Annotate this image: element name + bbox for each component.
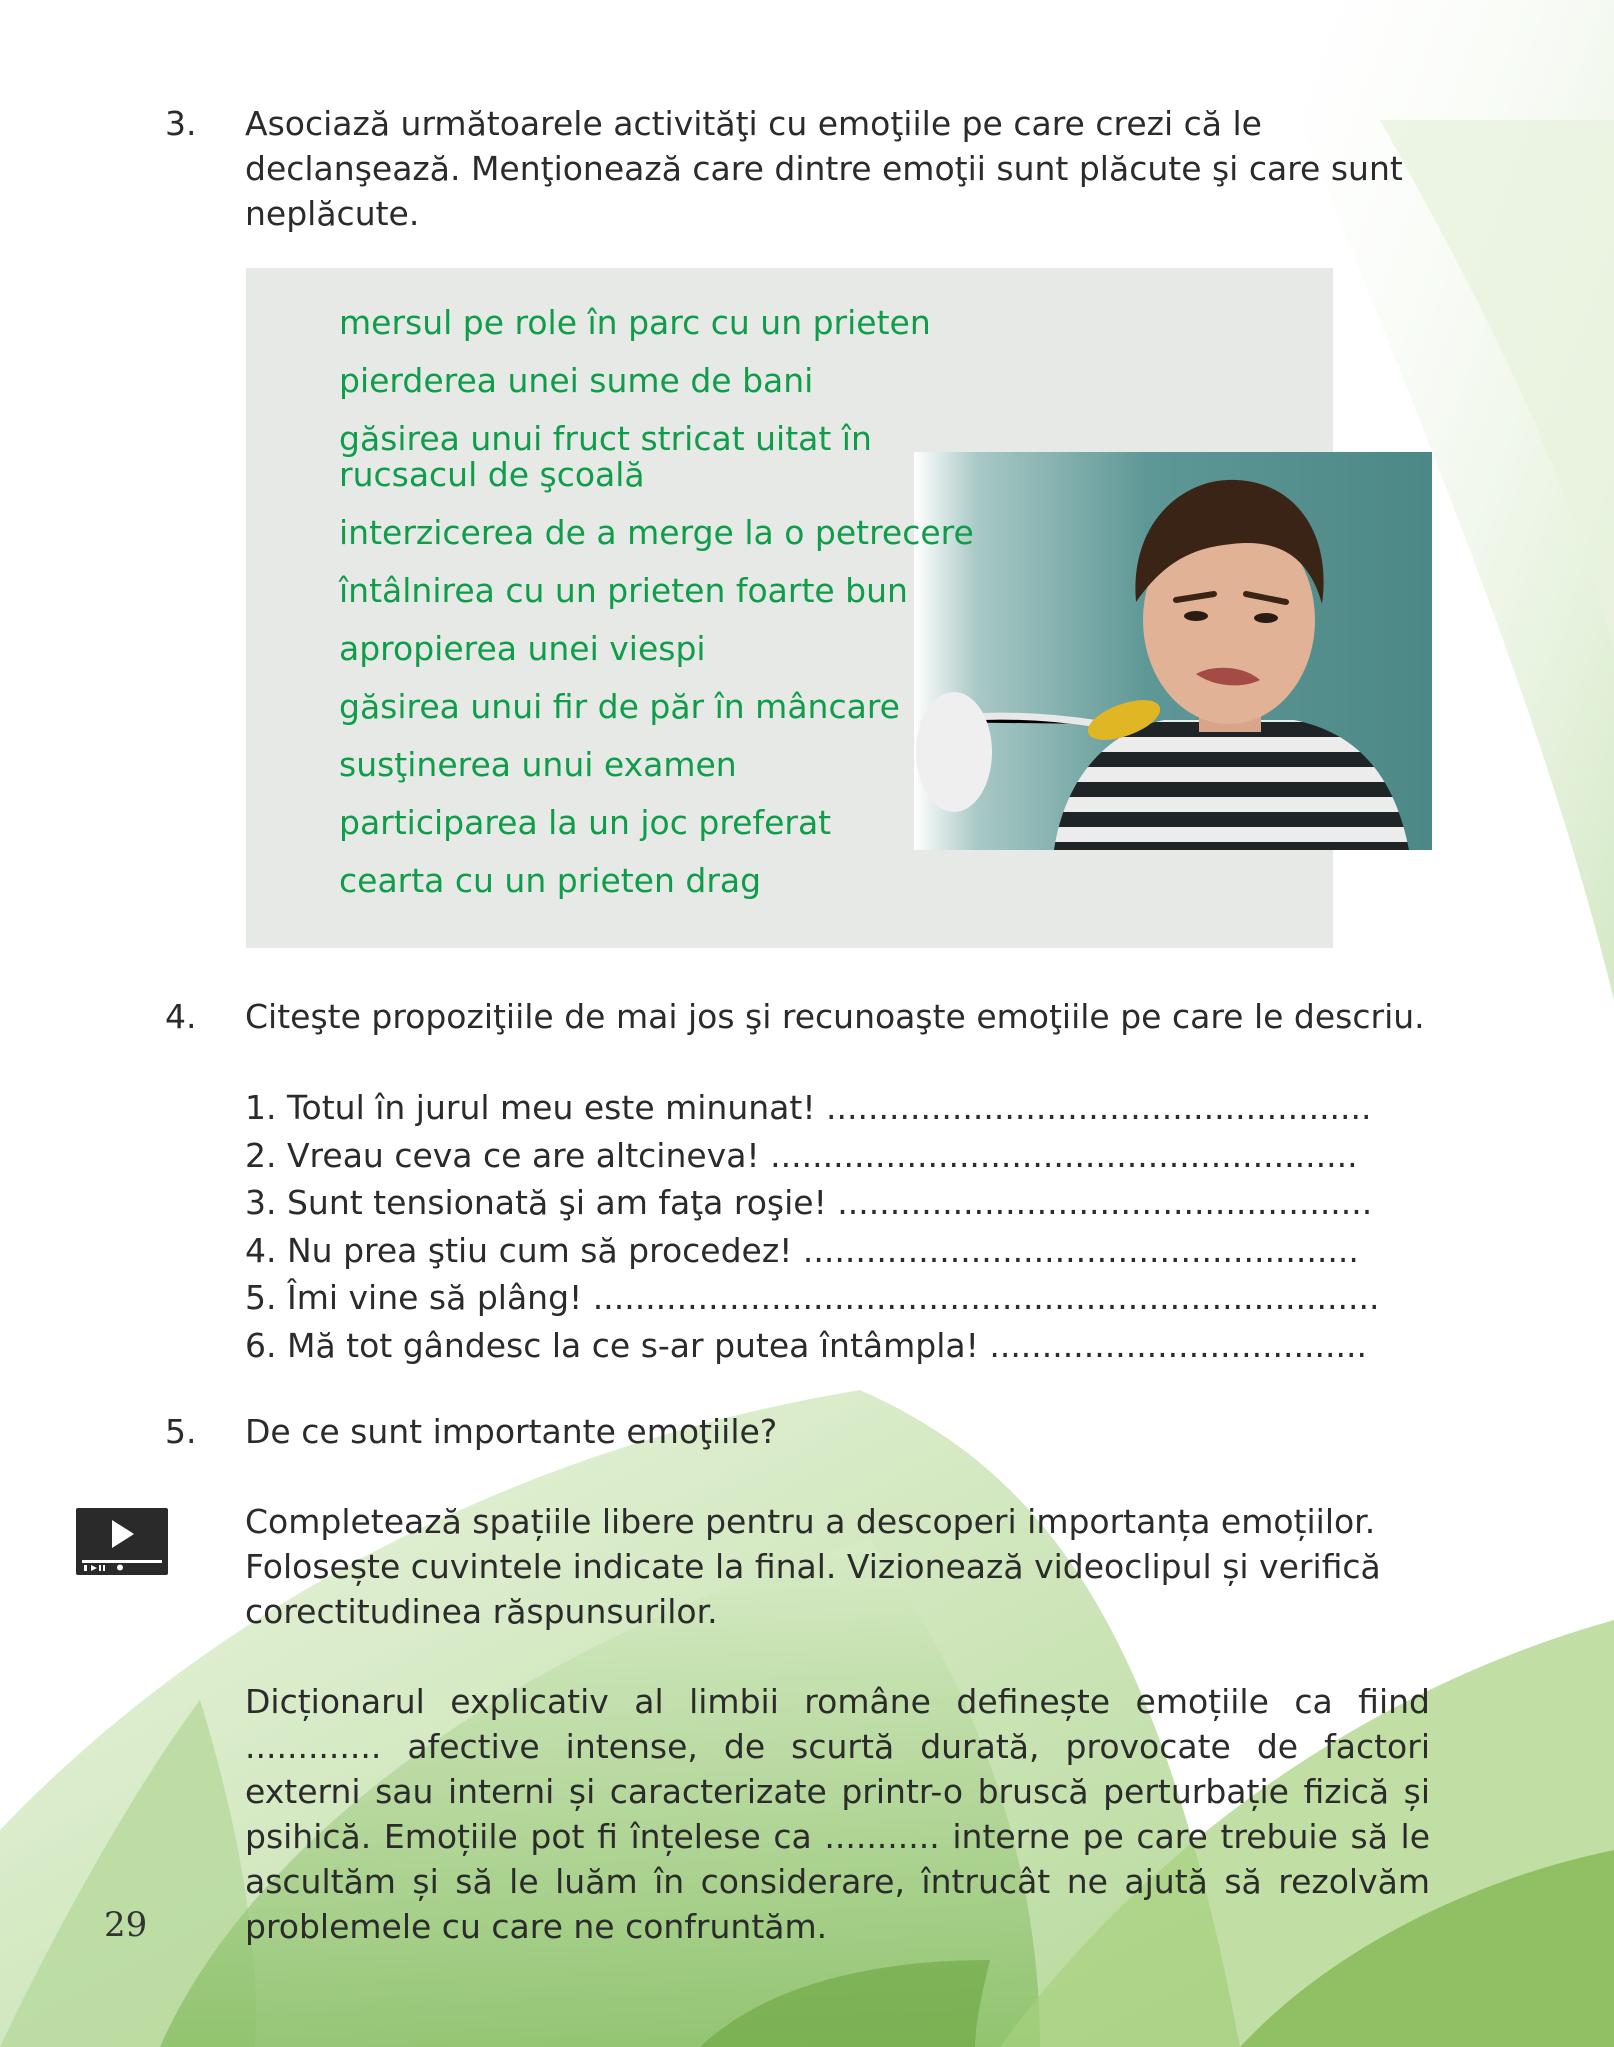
activity-item: pierderea unei sume de bani: [339, 361, 814, 400]
exercise-4-number: 4.: [165, 997, 197, 1036]
activity-item: apropierea unei viespi: [339, 629, 706, 668]
sentences-list: [245, 1084, 1445, 1369]
activities-list: [339, 305, 1039, 921]
exercise-5-question: De ce sunt importante emoţiile?: [245, 1412, 778, 1451]
activity-item: întâlnirea cu un prieten foarte bun: [339, 571, 908, 610]
exercise-5-instruction: Completează spațiile libere pentru a descoperi importanța emoțiilor. Folosește cuvintele indicate la final. Vizionează videoclipul și verifică corectitudinea răspunsurilor.: [245, 1502, 1381, 1631]
sentence-item: 5. Îmi vine să plâng! ...........................................................................: [245, 1278, 1380, 1317]
exercise-4-instruction: Citeşte propoziţiile de mai jos şi recunoaşte emoţiile pe care le descriu.: [245, 997, 1425, 1036]
activity-item: găsirea unui fir de păr în mâncare: [339, 687, 900, 726]
activity-item: cearta cu un prieten drag: [339, 861, 762, 900]
activity-item: susţinerea unui examen: [339, 745, 737, 784]
sentence-item: 3. Sunt tensionată şi am faţa roşie! ...................................................: [245, 1183, 1373, 1222]
exercise-3-instruction: Asociază următoarele activităţi cu emoţiile pe care crezi că le declanşează. Menţionează care dintre emoţii sunt plăcute şi care sunt neplăcute.: [245, 104, 1403, 233]
activity-item: participarea la un joc preferat: [339, 803, 832, 842]
activity-item: mersul pe role în parc cu un prieten: [339, 303, 931, 342]
activity-item: găsirea unui fruct stricat uitat în rucsacul de şcoală: [339, 419, 872, 494]
page-number: 29: [104, 1905, 148, 1945]
video-player-icon[interactable]: [76, 1508, 168, 1575]
sentence-item: 1. Totul în jurul meu este minunat! ....................................................: [245, 1088, 1372, 1127]
sentence-item: 4. Nu prea ştiu cum să procedez! .....................................................: [245, 1230, 1359, 1270]
sentence-item: 6. Mă tot gândesc la ce s-ar putea întâmpla! ....................................: [245, 1325, 1367, 1365]
sentence-item: 2. Vreau ceva ce are altcineva! ........................................................: [245, 1135, 1358, 1175]
exercise-5-paragraph: Dicționarul explicativ al limbii române definește emoțiile ca fiind ............. afective intense, de scurtă durată, provocate de factori externi sau interni și caracterizate printr-o bruscă perturbație fizică și psihică. Emoțiile pot fi înțelese ca ........... interne pe care trebuie să le ascultăm și să le luăm în considerare, întrucât ne ajută să rezolvăm problemele cu care ne confruntăm.: [245, 1682, 1430, 1946]
exercise-5-number: 5.: [165, 1412, 197, 1451]
exercise-3-number: 3.: [165, 104, 197, 143]
activity-item: interzicerea de a merge la o petrecere: [339, 513, 974, 552]
